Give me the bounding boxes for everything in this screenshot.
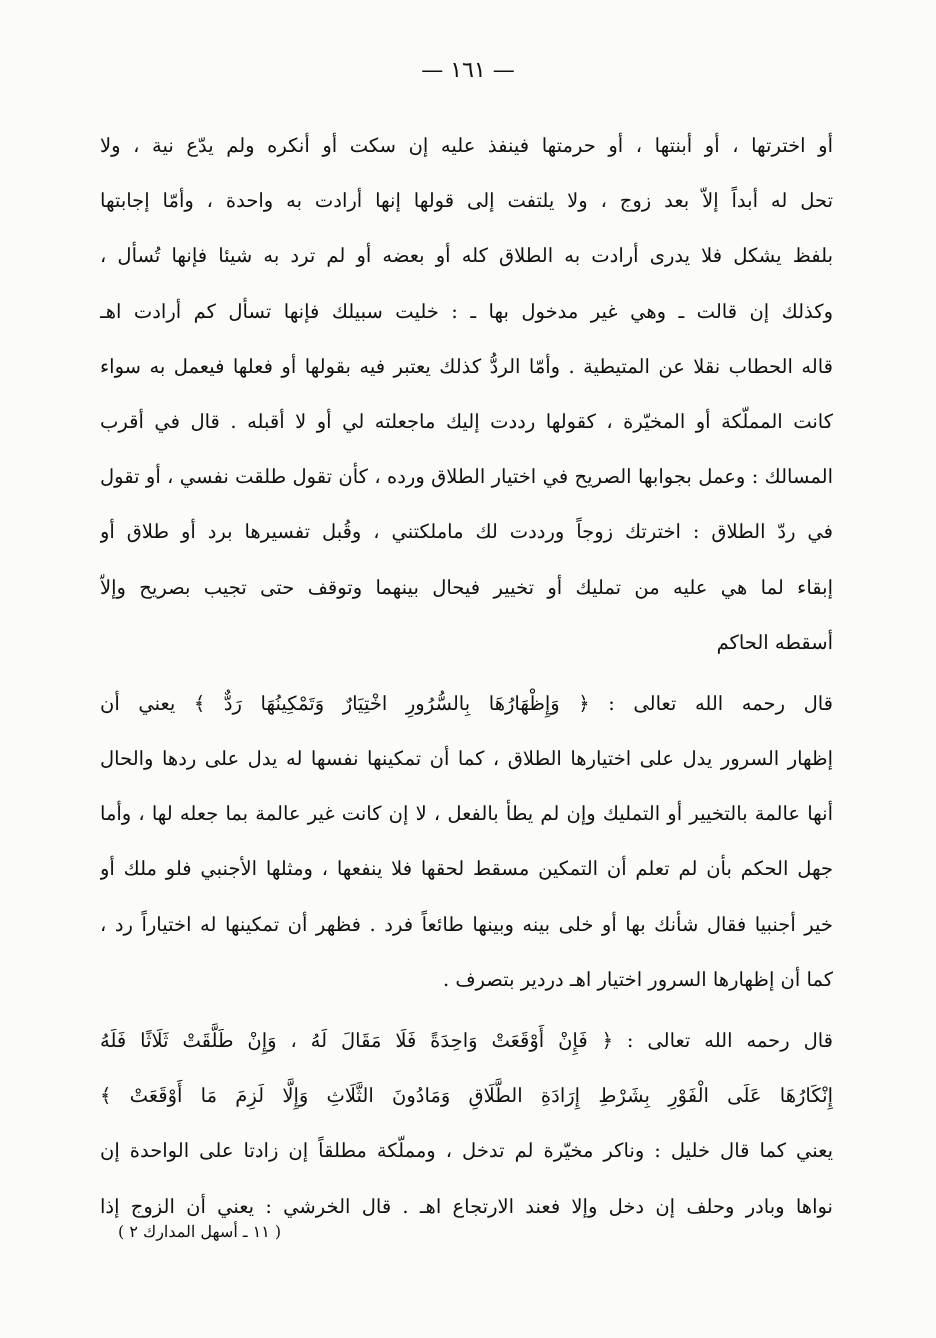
text-line: نواها وبادر وحلف إن دخل وإلا فعند الارتجاع اهـ . قال الخرشي : يعني أن الزوج إذا bbox=[100, 1194, 833, 1218]
text-line: يعني كما قال خليل : وناكر مخيّرة لم تدخل ، ومملّكة مطلقاً إن زادتا على الواحدة إن bbox=[100, 1139, 833, 1163]
paragraph bbox=[100, 118, 833, 670]
footer-note: ( ١١ ـ أسهل المدارك ٢ ) bbox=[118, 1222, 282, 1241]
text-line: بلفظ يشكل فلا يدرى أرادت به الطلاق كله أو بعضه أو لم ترد به شيئا فإنها تُسأل ، bbox=[100, 244, 833, 268]
page-number: — ١٦١ — bbox=[421, 58, 515, 83]
text-line: جهل الحكم بأن لم تعلم أن التمكين مسقط لحقها فلا ينفعها ، ومثلها الأجنبي فلو ملك أو bbox=[100, 857, 833, 881]
text-line: المسالك : وعمل بجوابها الصريح في اختيار الطلاق ورده ، كأن تقول طلقت نفسي ، أو تقول bbox=[100, 465, 833, 489]
paragraph bbox=[100, 1013, 833, 1234]
body-text bbox=[100, 118, 833, 1234]
text-line: أنها عالمة بالتخيير أو التمليك وإن لم يطأ بالفعل ، لا إن كانت غير عالمة بما جعله لها ، وأما bbox=[100, 802, 833, 826]
paragraph bbox=[100, 676, 833, 1007]
text-line: قاله الحطاب نقلا عن المتيطية . وأمّا الردُّ كذلك يعتبر فيه بقولها أو فعلها فيعمل به سواء bbox=[100, 354, 833, 378]
text-line: كما أن إظهارها السرور اختيار اهـ دردير بتصرف . bbox=[442, 967, 833, 991]
text-line: قال رحمه الله تعالى : ﴿ فَإِنْ أَوْقَعَتْ وَاحِدَةً فَلَا مَقَالَ لَهُ ، وَإِنْ طَلَّقَتْ ثَلَاثًا فَلَهُ bbox=[100, 1029, 833, 1052]
text-line: أو اخترتها ، أو أبنتها ، أو حرمتها فينفذ عليه إن سكت أو أنكره ولم يدّع نية ، ولا bbox=[100, 134, 833, 157]
text-line: إظهار السرور يدل على اختيارها الطلاق ، كما أن تمكينها نفسها له يدل على ردها والحال bbox=[100, 747, 833, 771]
text-line: وكذلك إن قالت ـ وهي غير مدخول بها ـ : خليت سبيلك فإنها تسأل كم أرادت اهـ bbox=[100, 299, 833, 323]
text-line: أسقطه الحاكم bbox=[716, 630, 833, 654]
text-line: في ردّ الطلاق : اخترتك زوجاً ورددت لك ماملكتني ، وقُبل تفسيرها برد أو طلاق أو bbox=[100, 520, 833, 544]
text-line: خير أجنبيا فقال شأنك بها أو خلى بينه وبينها طائعاً فرد . فظهر أن تمكينها له اختياراً رد ، bbox=[100, 912, 833, 936]
text-line: كانت المملّكة أو المخيّرة ، كقولها رددت إليك ماجعلته لي أو لا أقبله . قال في أقرب bbox=[100, 409, 833, 433]
text-line: إبقاء لما هي عليه من تمليك أو تخيير فيحال بينهما وتوقف حتى تجيب بصريح وإلاّ bbox=[100, 575, 833, 599]
text-line: قال رحمه الله تعالى : ﴿ وَإِظْهَارُهَا بِالسُّرُورِ اخْتِيَارٌ وَتَمْكِينُهَا رَدٌّ ﴾ يعني أن bbox=[100, 691, 833, 715]
text-line: تحل له أبداً إلاّ بعد زوج ، ولا يلتفت إلى قولها إنها أرادت به واحدة ، وأمّا إجابتها bbox=[100, 189, 833, 213]
text-line: إِنْكَارُهَا عَلَى الْفَوْرِ بِشَرْطِ إِرَادَةِ الطَّلَاقِ وَمَادُونَ الثَّلَاثِ وَإِلَّا لَزِمَ مَا أَوْقَعَتْ ﴾ bbox=[100, 1084, 833, 1108]
